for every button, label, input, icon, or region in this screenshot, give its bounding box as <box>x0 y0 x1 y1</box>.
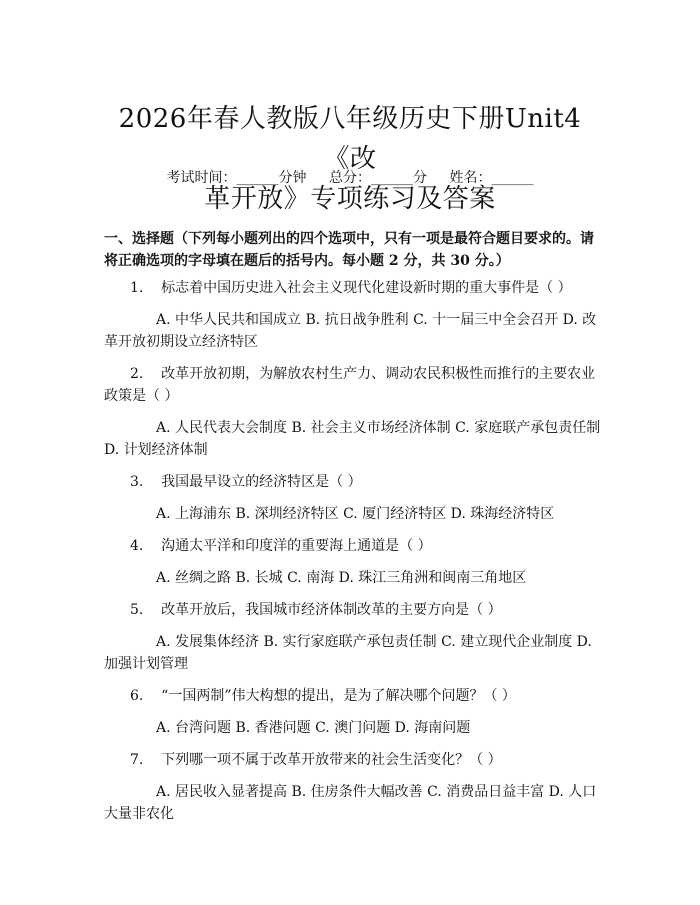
question-stem: 2. 改革开放初期，为解放农村生产力、调动农民积极性而推行的主要农业政策是（ ） <box>104 366 596 404</box>
title-line-1: 2026年春人教版八年级历史下册Unit4《改 <box>118 104 582 175</box>
title-line-2: 革开放》专项练习及答案 <box>204 184 496 215</box>
question-stem: 3. 我国最早设立的经济特区是（ ） <box>130 474 362 490</box>
question-options: A. 人民代表大会制度 B. 社会主义市场经济体制 C. 家庭联产承包责任制 D. 计划经济体制 <box>104 420 601 458</box>
section-heading: 一、选择题（下列每小题列出的四个选项中，只有一项是最符合题目要求的。请将正确选项的字母填在题后的括号内。每小题 2 分，共 30 分。） <box>104 231 594 269</box>
question-list <box>104 277 604 835</box>
question-stem: 4. 沟通太平洋和印度洋的重要海上通道是（ ） <box>130 538 432 554</box>
question-stem: 6. “一国两制”伟大构想的提出，是为了解决哪个问题？（ ） <box>130 688 516 704</box>
exam-time-field: 考试时间：______分钟 <box>166 170 307 186</box>
name-field: 姓名：______ <box>449 170 534 186</box>
total-score-field: 总分：______分 <box>329 170 427 186</box>
question-stem: 5. 改革开放后，我国城市经济体制改革的主要方向是（ ） <box>130 602 502 618</box>
question-options: A. 上海浦东 B. 深圳经济特区 C. 厦门经济特区 D. 珠海经济特区 <box>156 506 555 522</box>
question-options: A. 居民收入显著提高 B. 住房条件大幅改善 C. 消费品日益丰富 D. 人口大量非农化 <box>104 784 597 822</box>
question-options: A. 发展集体经济 B. 实行家庭联产承包责任制 C. 建立现代企业制度 D. 加强计划管理 <box>104 634 592 672</box>
question-options: A. 台湾问题 B. 香港问题 C. 澳门问题 D. 海南问题 <box>156 720 471 736</box>
document-title <box>95 99 605 219</box>
question-options: A. 丝绸之路 B. 长城 C. 南海 D. 珠江三角洲和闽南三角地区 <box>156 570 527 586</box>
question-stem: 1. 标志着中国历史进入社会主义现代化建设新时期的重大事件是（ ） <box>130 280 572 296</box>
exam-info-line <box>0 168 700 188</box>
question-stem: 7. 下列哪一项不属于改革开放带来的社会生活变化？（ ） <box>130 752 502 768</box>
question-options: A. 中华人民共和国成立 B. 抗日战争胜利 C. 十一届三中全会召开 D. 改革开放初期设立经济特区 <box>104 312 597 350</box>
